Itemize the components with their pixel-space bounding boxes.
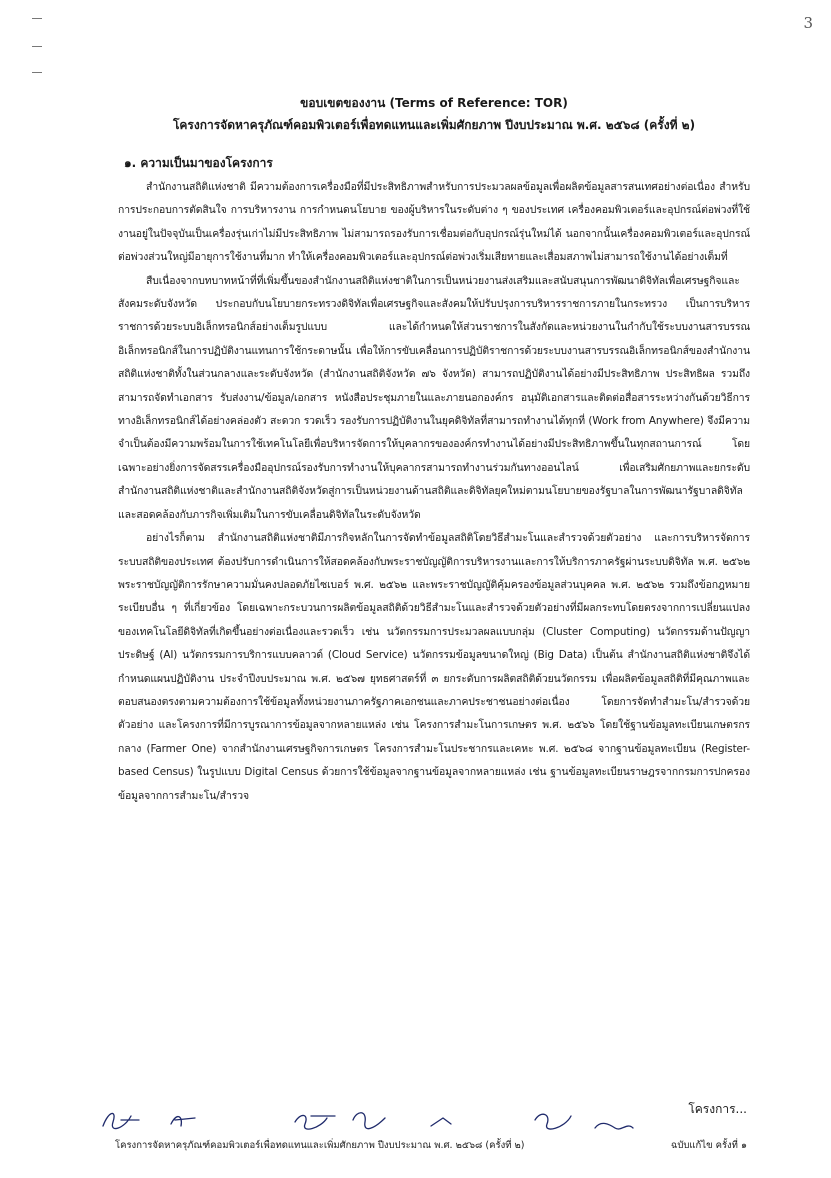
margin-mark-1 [32,18,42,19]
signature-4 [353,1113,385,1129]
signature-2 [171,1117,195,1126]
margin-mark-2 [32,46,42,47]
section-heading: ๑. ความเป็นมาของโครงการ [124,156,273,170]
paragraph-1: สำนักงานสถิติแห่งชาติ มีความต้องการเครื่องมือที่มีประสิทธิภาพสำหรับการประมวลผลข้อมูลเพื่อผลิตข้อมูลสารสนเทศอย่างต่อเนื่อง สำหรับการประกอบการตัดสินใจ การบริหารงาน การกำหนดนโยบาย ของผู้บริหารในระดับต่าง ๆ ของประเทศ เครื่องคอมพิวเตอร์และอุปกรณ์ต่อพ่วงที่ใช้งานอยู่ในปัจจุบันเป็นเครื่องรุ่นเก่าไม่มีประสิทธิภาพ ไม่สามารถรองรับการเชื่อมต่อกับอุปกรณ์รุ่นใหม่ได้ นอกจากนั้นเครื่องคอมพิวเตอร์และอุปกรณ์ต่อพ่วงส่วนใหญ่มีอายุการใช้งานที่มาก ทำให้เครื่องคอมพิวเตอร์และอุปกรณ์ต่อพ่วงเริ่มเสียหายและเสื่อมสภาพไม่สามารถใช้งานได้อย่างเต็มที่ [118,181,750,264]
page-footer [95,1100,761,1160]
signatures [95,1106,761,1136]
signature-3 [295,1115,335,1129]
signature-6 [535,1114,571,1129]
margin-mark-3 [32,72,42,73]
footer-project-name: โครงการจัดหาครุภัณฑ์คอมพิวเตอร์เพื่อทดแทนและเพิ่มศักยภาพ ปีงบประมาณ พ.ศ. ๒๕๖๘ (ครั้งที่ ๒) [115,1140,525,1151]
signature-5 [431,1118,451,1126]
document-title: ขอบเขตของงาน (Terms of Reference: TOR) [300,96,568,110]
signature-1 [103,1113,139,1128]
document-body [118,92,750,808]
edition-note: ฉบับแก้ไข ครั้งที่ ๑ [670,1140,747,1151]
paragraph-3: อย่างไรก็ตาม สำนักงานสถิติแห่งชาติมีภารกิจหลักในการจัดทำข้อมูลสถิติโดยวิธีสำมะโนและสำรวจด้วยตัวอย่าง และการบริหารจัดการระบบสถิติของประเทศ ต้องปรับการดำเนินการให้สอดคล้องกับพระราชบัญญัติการบริหารงานและการให้บริการภาครัฐผ่านระบบดิจิทัล พ.ศ. ๒๕๖๒ พระราชบัญญัติการรักษาความมั่นคงปลอดภัยไซเบอร์ พ.ศ. ๒๕๖๒ และพระราชบัญญัติคุ้มครองข้อมูลส่วนบุคคล พ.ศ. ๒๕๖๒ รวมถึงข้อกฎหมายระเบียบอื่น ๆ ที่เกี่ยวข้อง โดยเฉพาะกระบวนการผลิตข้อมูลสถิติด้วยวิธีสำมะโนและสำรวจด้วยตัวอย่างที่มีผลกระทบโดยตรงจากการเปลี่ยนแปลงของเทคโนโลยีดิจิทัลที่เกิดขึ้นอย่างต่อเนื่องและรวดเร็ว เช่น นวัตกรรมการประมวลผลแบบกลุ่ม (Cluster Computing) นวัตกรรมด้านปัญญาประดิษฐ์ (AI) นวัตกรรมการบริการแบบคลาวด์ (Cloud Service) นวัตกรรมข้อมูลขนาดใหญ่ (Big Data) เป็นต้น สำนักงานสถิติแห่งชาติจึงได้กำหนดแผนปฏิบัติงาน ประจำปีงบประมาณ พ.ศ. ๒๕๖๗ ยุทธศาสตร์ที่ ๓ ยกระดับการผลิตสถิติด้วยนวัตกรรม เพื่อผลิตข้อมูลสถิติที่มีคุณภาพและตอบสนองตรงตามความต้องการใช้ข้อมูลทั้งหน่วยงานภาครัฐภาคเอกชนและภาคประชาชนอย่างต่อเนื่อง โดยการจัดทำสำมะโน/สำรวจด้วยตัวอย่าง และโครงการที่มีการบูรณาการข้อมูลจากหลายแหล่ง เช่น โครงการสำมะโนการเกษตร พ.ศ. ๒๕๖๖ โดยใช้ฐานข้อมูลทะเบียนเกษตรกรกลาง (Farmer One) จากสำนักงานเศรษฐกิจการเกษตร โครงการสำมะโนประชากรและเคหะ พ.ศ. ๒๕๖๘ จากฐานข้อมูลทะเบียน (Register-based Census) ในรูปแบบ Digital Census ด้วยการใช้ข้อมูลจากฐานข้อมูลจากหลายแหล่ง เช่น ฐานข้อมูลทะเบียนราษฎรจากกรมการปกครอง ข้อมูลจากการสำมะโน/สำรวจ [118,532,750,802]
paragraph-2: สืบเนื่องจากบทบาทหน้าที่ที่เพิ่มขึ้นของสำนักงานสถิติแห่งชาติในการเป็นหน่วยงานส่งเสริมและสนับสนุนการพัฒนาดิจิทัลเพื่อเศรษฐกิจและสังคมระดับจังหวัด ประกอบกับนโยบายกระทรวงดิจิทัลเพื่อเศรษฐกิจและสังคมให้ปรับปรุงการบริหารราชการภายในกระทรวง เป็นการบริหารราชการด้วยระบบอิเล็กทรอนิกส์อย่างเต็มรูปแบบ และได้กำหนดให้ส่วนราชการในสังกัดและหน่วยงานในกำกับใช้ระบบงานสารบรรณอิเล็กทรอนิกส์ในการปฏิบัติงานแทนการใช้กระดาษนั้น เพื่อให้การขับเคลื่อนการปฏิบัติราชการด้วยระบบงานสารบรรณอิเล็กทรอนิกส์ของสำนักงานสถิติแห่งชาติทั้งในส่วนกลางและระดับจังหวัด (สำนักงานสถิติจังหวัด ๗๖ จังหวัด) สามารถปฏิบัติงานได้อย่างมีประสิทธิภาพ ประสิทธิผล รวมถึงสามารถจัดทำเอกสาร รับส่งงาน/ข้อมูล/เอกสาร หนังสือประชุมภายในและภายนอกองค์กร อนุมัติเอกสารและติดต่อสื่อสารระหว่างกันด้วยวิธีการทางอิเล็กทรอนิกส์ได้อย่างคล่องตัว สะดวก รวดเร็ว รองรับการปฏิบัติงานในยุคดิจิทัลที่สามารถทำงานได้ทุกที่ (Work from Anywhere) จึงมีความจำเป็นต้องมีความพร้อมในการใช้เทคโนโลยีเพื่อบริหารจัดการให้บุคลากรขององค์กรทำงานได้อย่างมีประสิทธิภาพขึ้นในทุกสถานการณ์ โดยเฉพาะอย่างยิ่งการจัดสรรเครื่องมืออุปกรณ์รองรับการทำงานให้บุคลากรสามารถทำงานร่วมกันทางออนไลน์ เพื่อเสริมศักยภาพและยกระดับสำนักงานสถิติแห่งชาติและสำนักงานสถิติจังหวัดสู่การเป็นหน่วยงานด้านสถิติและดิจิทัลยุคใหม่ตามนโยบายของรัฐบาลในการพัฒนารัฐบาลดิจิทัล และสอดคล้องกับภารกิจเพิ่มเติมในการขับเคลื่อนดิจิทัลในระดับจังหวัด [118,274,750,521]
document-subtitle: โครงการจัดหาครุภัณฑ์คอมพิวเตอร์เพื่อทดแทนและเพิ่มศักยภาพ ปีงบประมาณ พ.ศ. ๒๕๖๘ (ครั้งที่ ๒) [172,118,696,132]
page-number: 3 [803,14,813,32]
continuation-text: โครงการ... [688,1102,747,1116]
signature-7 [595,1123,633,1129]
